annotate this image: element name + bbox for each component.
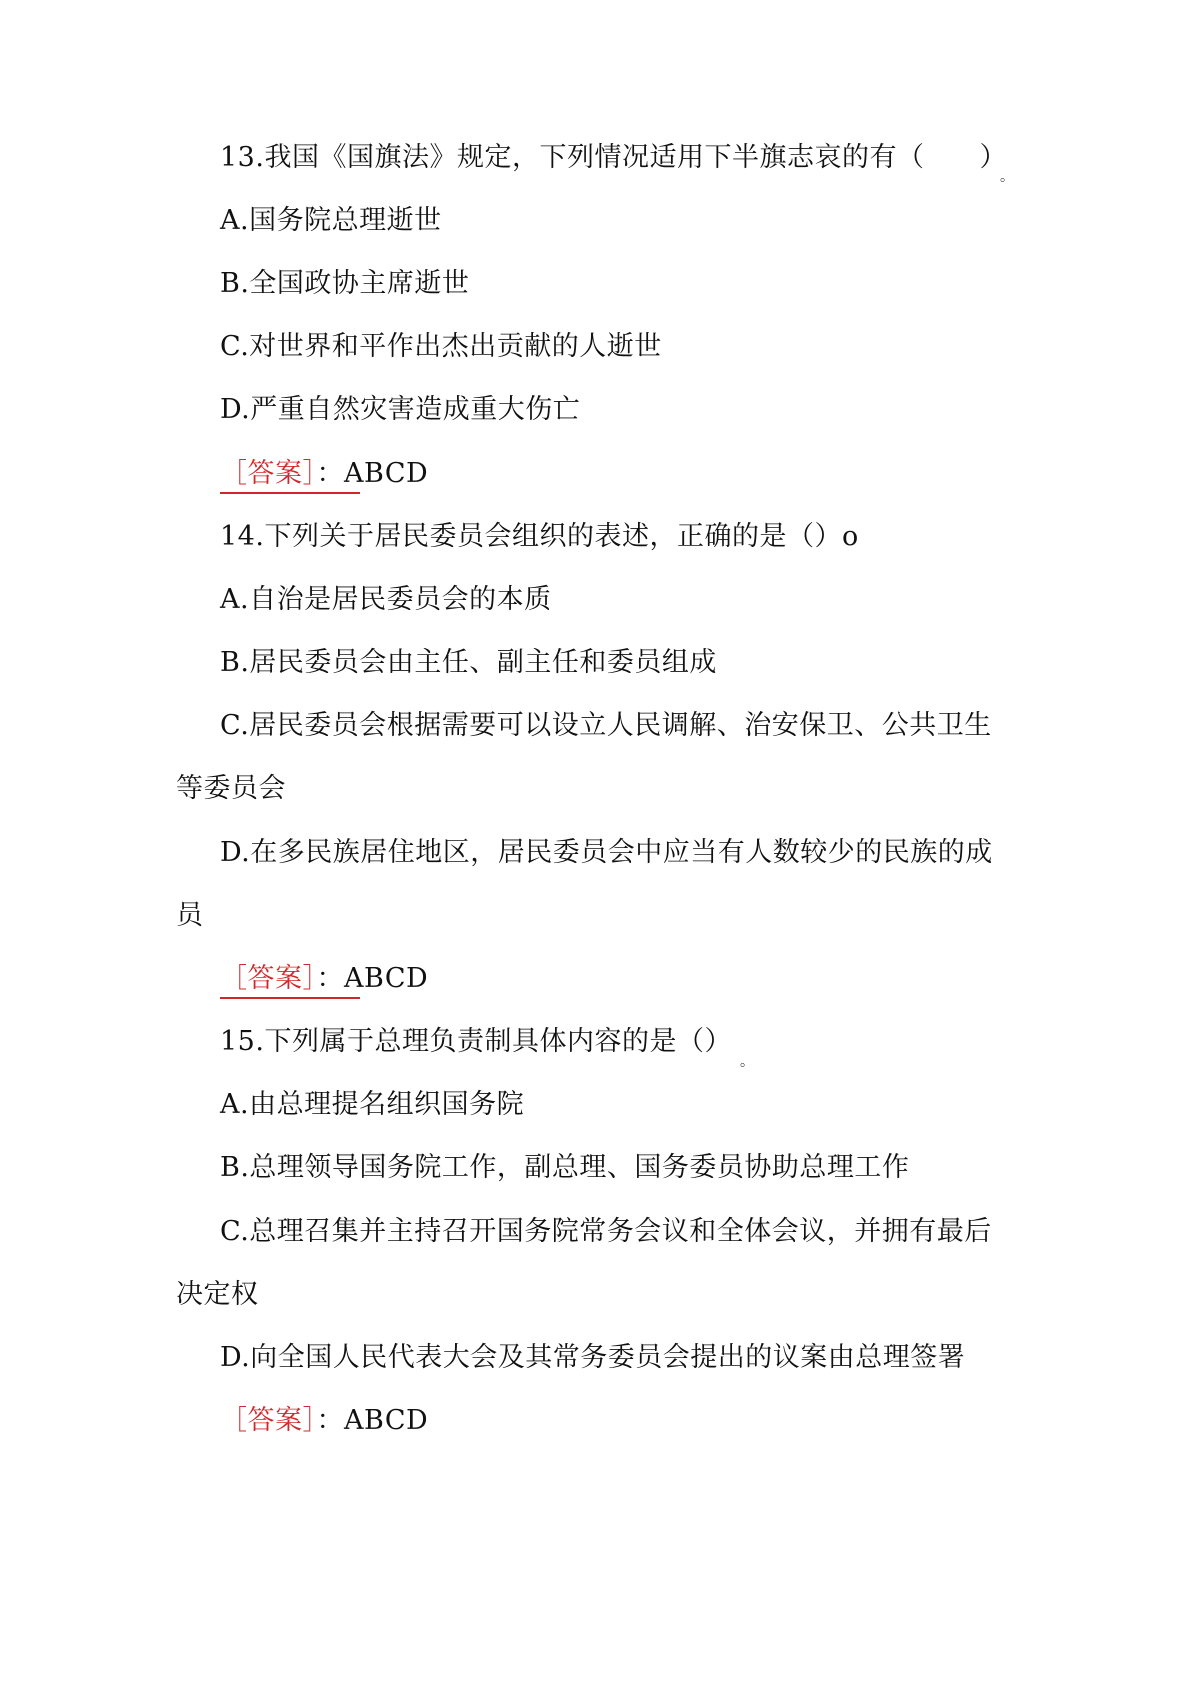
q14-answer bbox=[220, 961, 428, 997]
q15-option-a: A.由总理提名组织国务院 bbox=[220, 1089, 525, 1120]
q13-option-a: A.国务院总理逝世 bbox=[220, 205, 442, 236]
q15-option-c-line1: C.总理召集并主持召开国务院常务会议和全体会议，并拥有最后 bbox=[220, 1216, 992, 1247]
q14-option-d-line1: D.在多民族居住地区，居民委员会中应当有人数较少的民族的成 bbox=[220, 837, 993, 868]
q15-option-b: B.总理领导国务院工作，副总理、国务委员协助总理工作 bbox=[220, 1152, 910, 1183]
q13-answer-value: ABCD bbox=[344, 458, 429, 489]
q14-option-c-line2: 等委员会 bbox=[176, 773, 286, 804]
q14-answer-label: ［答案］ bbox=[220, 963, 317, 994]
q14-option-c-line1: C.居民委员会根据需要可以设立人民调解、治安保卫、公共卫生 bbox=[220, 710, 992, 741]
q13-option-d: D.严重自然灾害造成重大伤亡 bbox=[220, 394, 581, 425]
q14-answer-sep: ： bbox=[316, 963, 344, 994]
q13-stem: 13.我国《国旗法》规定，下列情况适用下半旗志哀的有（ ） bbox=[220, 142, 1007, 173]
q15-option-c-line2: 决定权 bbox=[176, 1279, 259, 1310]
q14-option-a: A.自治是居民委员会的本质 bbox=[220, 584, 552, 615]
q13-option-b: B.全国政协主席逝世 bbox=[220, 268, 470, 299]
q14-option-b: B.居民委员会由主任、副主任和委员组成 bbox=[220, 647, 717, 678]
q13-answer bbox=[220, 456, 428, 492]
q14-answer-underline bbox=[220, 997, 360, 999]
q14-answer-value: ABCD bbox=[344, 963, 429, 994]
q14-option-d-line2: 员 bbox=[176, 900, 204, 931]
q13-answer-underline bbox=[220, 492, 360, 494]
q15-stem: 15.下列属于总理负责制具体内容的是（） bbox=[220, 1026, 732, 1057]
q13-stem-end-mark: 。 bbox=[1000, 169, 1014, 185]
q13-answer-sep: ： bbox=[316, 458, 344, 489]
q15-answer-value: ABCD bbox=[344, 1405, 429, 1436]
q15-answer-sep: ： bbox=[316, 1405, 344, 1436]
q13-option-c: C.对世界和平作出杰出贡献的人逝世 bbox=[220, 331, 662, 362]
q15-answer bbox=[220, 1403, 428, 1439]
q13-answer-label: ［答案］ bbox=[220, 458, 317, 489]
q15-answer-label: ［答案］ bbox=[220, 1405, 317, 1436]
q14-stem: 14.下列关于居民委员会组织的表述，正确的是（）o bbox=[220, 521, 859, 552]
q15-stem-end-mark: 。 bbox=[740, 1054, 754, 1070]
q15-option-d: D.向全国人民代表大会及其常务委员会提出的议案由总理签署 bbox=[220, 1342, 966, 1373]
